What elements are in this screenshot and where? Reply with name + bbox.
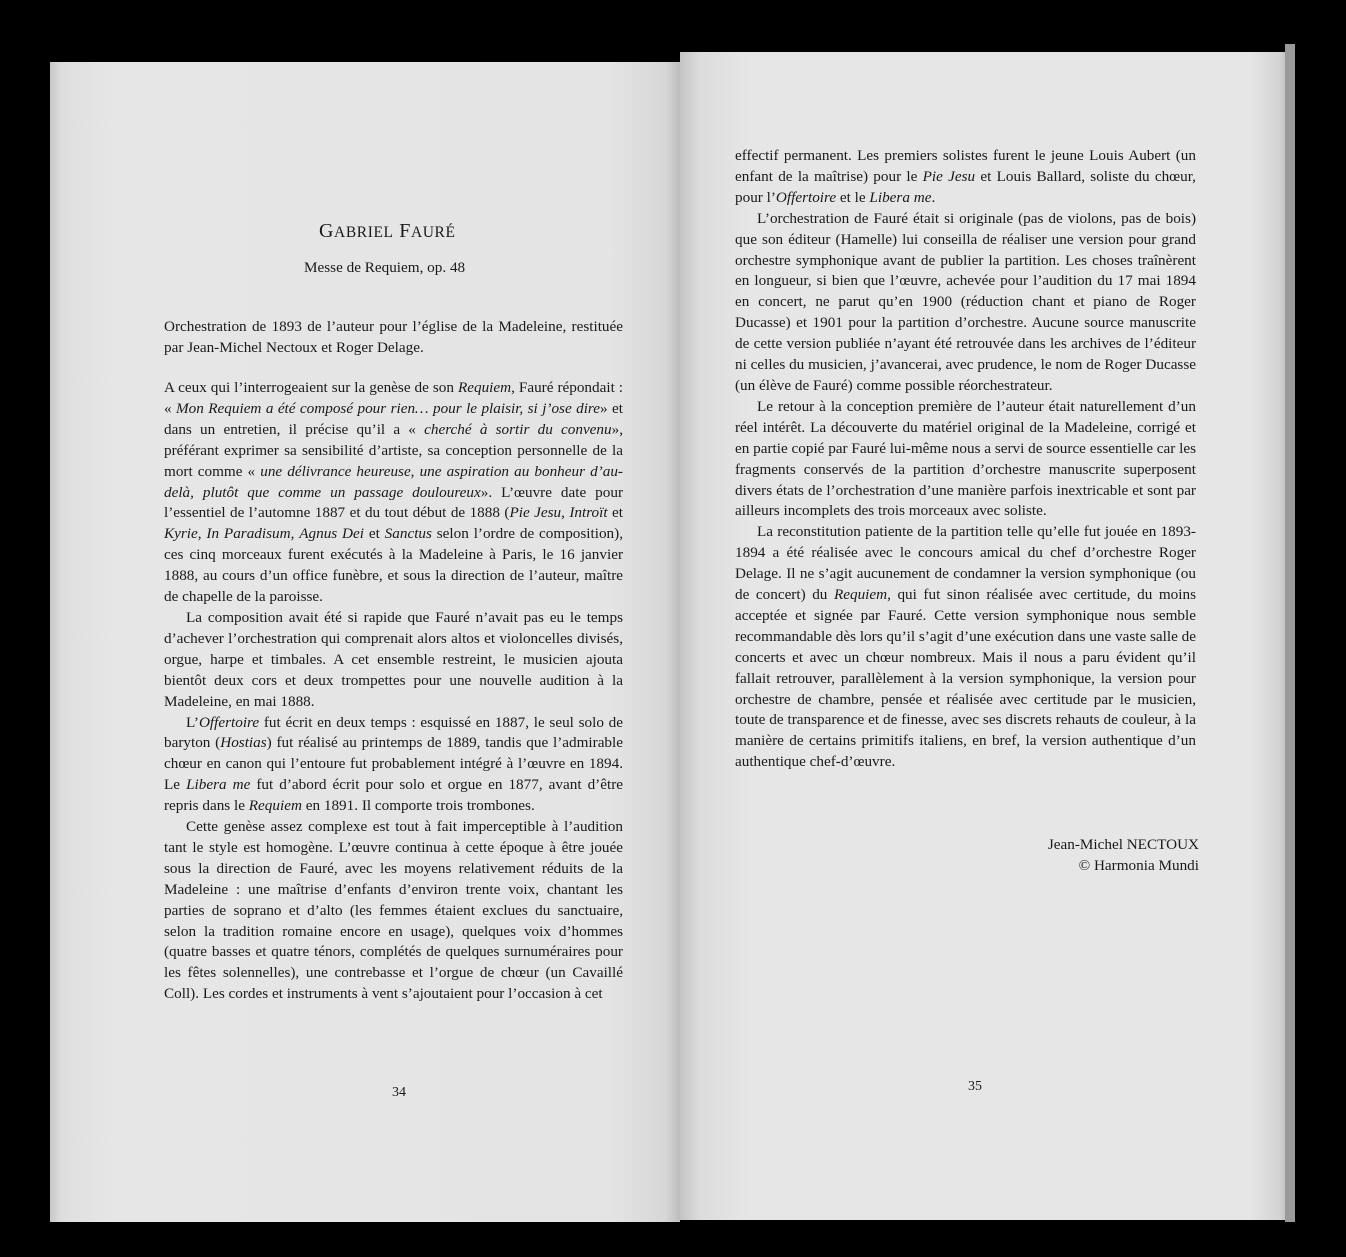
right-body-text: effectif permanent. Les premiers solistes furent le jeune Louis Aubert (un enfant de la maîtrise) pour le Pie Jesu et Louis Ballard, soliste du chœur, pour l’Offertoire et le Libera me. L’orchestration de Fauré était si originale (pas de violons, pas de bois) que son éditeur (Hamelle) lui conseilla de réaliser une version pour grand orchestre symphonique avant de publier la partition. Les choses traînèrent en longueur, si bien que l’œuvre, achevée pour l’audition du 17 mai 1894 en concert, ne parut qu’en 1900 (réduction chant et piano de Roger Ducasse) et 1901 pour la partition d’orchestre. Aucune source manuscrite de cette version publiée n’ayant été retrouvée dans les archives de l’éditeur ni celles du musicien, j’avancerai, avec prudence, le nom de Roger Ducasse (un élève de Fauré) comme possible réorchestrateur. Le retour à la conception première de l’auteur était naturellement d’un réel intérêt. La découverte du matériel original de la Madeleine, corrigé et en partie copié par Fauré lui-même nous a servi de source essentielle car les fragments conservés de la partition d’orchestre manuscrite superposent divers états de l’orchestration d’une manière parfois inextricable et sont par ailleurs incomplets des trois morceaux avec soliste. La reconstitution patiente de la partition telle qu’elle fut jouée en 1893-1894 a été réalisée avec le concours amical du chef d’orchestre Roger Delage. Il ne s’agit aucunement de condamner la version symphonique (ou de concert) du Requiem, qui fut sinon réalisée avec certitude, du moins acceptée et signée par Fauré. Cette version symphonique nous semble recommandable dès lors qu’il s’agit d’une exécution dans une vaste salle de concerts et avec un chœur nombreux. Mais il nous a paru évident qu’il fallait retrouver, parallèlement à la version symphonique, la version pour orchestre de chambre, pensée et réalisée avec certitude par le musicien, toute de transparence et de finesse, avec ses discrets rehauts de couleur, à la manière de certains primitifs italiens, en bref, la version authentique d’un authentique chef-d’œuvre. xyxy=(735,147,1196,771)
copyright-line: © Harmonia Mundi xyxy=(1078,856,1199,874)
intro-paragraph: Orchestration de 1893 de l’auteur pour l’église de la Madeleine, restituée par Jean-Michel Nectoux et Roger Delage. xyxy=(164,318,623,356)
author-signature: Jean-Michel NECTOUX xyxy=(1047,836,1199,853)
page-number: 35 xyxy=(968,1079,982,1094)
composer-title: GABRIEL FAURÉ xyxy=(319,220,456,242)
signature-block xyxy=(1048,835,1199,877)
left-body-text: A ceux qui l’interrogeaient sur la genèse de son Requiem, Fauré répondait : « Mon Requiem a été composé pour rien… pour le plaisir, si j’ose dire» et dans un entretien, il précise qu’il a « cherché à sortir du convenu», préférant exprimer sa sensibilité d’artiste, sa conception personnelle de la mort comme « une délivrance heureuse, une aspiration au bonheur d’au-delà, plutôt que comme un passage douloureux». L’œuvre date pour l’essentiel de l’automne 1887 et du tout début de 1888 (Pie Jesu, Introït et Kyrie, In Paradisum, Agnus Dei et Sanctus selon l’ordre de composition), ces cinq morceaux furent exécutés à la Madeleine à Paris, le 16 janvier 1888, au cours d’un office funèbre, et sous la direction de l’auteur, maître de chapelle de la paroisse. La composition avait été si rapide que Fauré n’avait pas eu le temps d’achever l’orchestration qui comprenait alors altos et violoncelles divisés, orgue, harpe et timbales. A cet ensemble restreint, le musicien ajouta bientôt deux cors et deux trompettes pour une nouvelle audition à la Madeleine, en mai 1888. L’Offertoire fut écrit en deux temps : esquissé en 1887, le seul solo de baryton (Hostias) fut réalisé au printemps de 1889, tandis que l’admirable chœur en canon qui l’entoure fut probablement intégré à l’œuvre en 1894. Le Libera me fut d’abord écrit pour solo et orgue en 1877, avant d’être repris dans le Requiem en 1891. Il comporte trois trombones. Cette genèse assez complexe est tout à fait imperceptible à l’audition tant le style est homogène. L’œuvre continua à cette époque à être jouée sous la direction de Fauré, avec les moyens relativement réduits de la Madeleine : une maîtrise d’enfants d’environ trente voix, chantant les parties de soprano et d’alto (les femmes étaient exclues du sanctuaire, selon la tradition romaine encore en usage), quelques voix d’hommes (quatre basses et quatre ténors, complétés de quelques surnuméraires pour les fêtes solennelles), une contrebasse et l’orgue de chœur (un Cavaillé Coll). Les cordes et instruments à vent s’ajoutaient pour l’occasion à cet xyxy=(164,379,624,1003)
page-number: 34 xyxy=(392,1085,406,1100)
work-subtitle: Messe de Requiem, op. 48 xyxy=(304,259,466,276)
page-edge xyxy=(1285,44,1295,1222)
